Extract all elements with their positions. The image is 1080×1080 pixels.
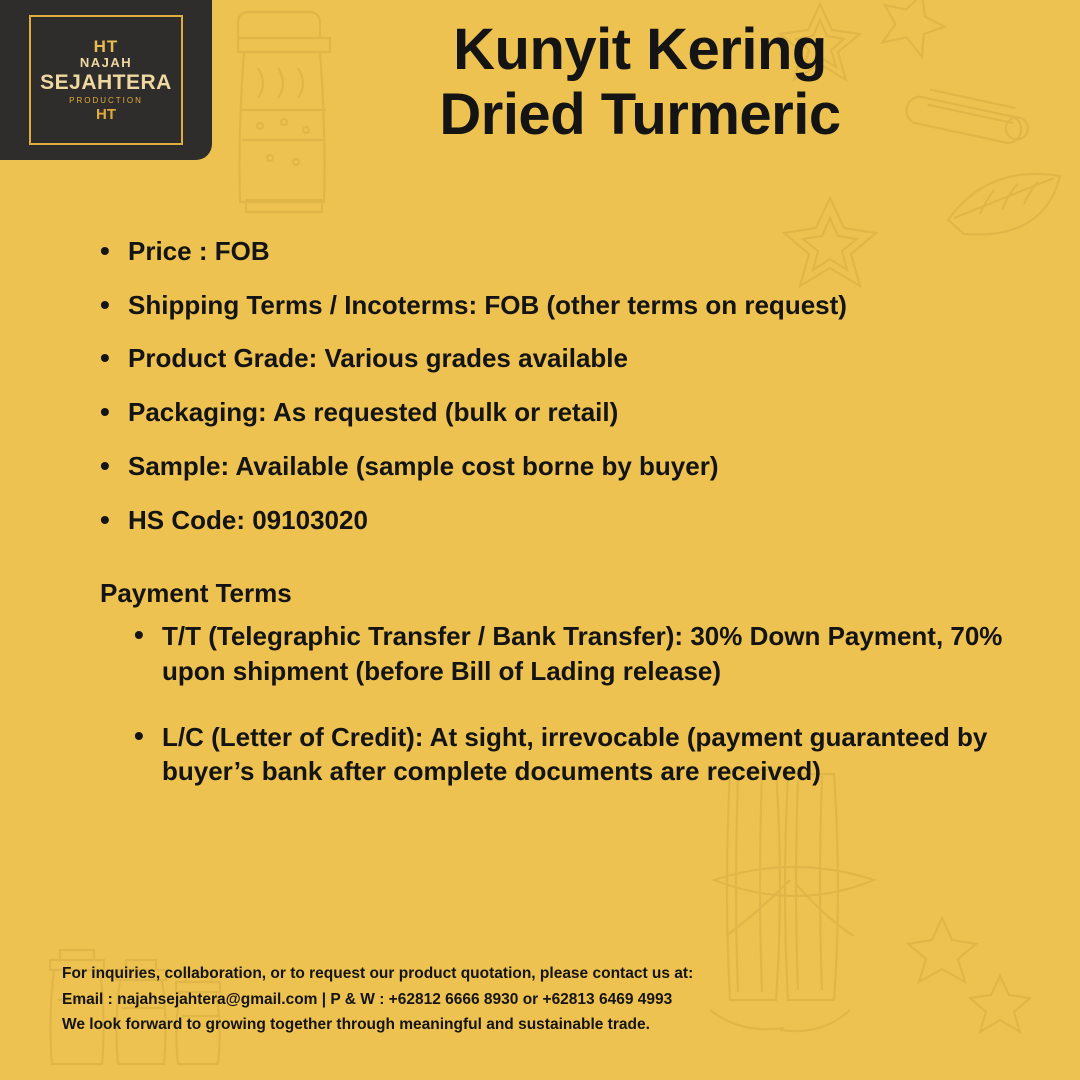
product-details bbox=[86, 236, 1046, 821]
logo-monogram-top-icon: HT bbox=[93, 37, 119, 57]
footer-contact-line: Email : najahsejahtera@gmail.com | P & W : +62812 6666 8930 or +62813 6469 4993 bbox=[62, 990, 673, 1008]
list-item: • L/C (Letter of Credit): At sight, irrevocable (payment guaranteed by buyer’s bank after complete documents are received) bbox=[134, 720, 1034, 789]
title-line-indonesian: Kunyit Kering bbox=[453, 17, 827, 82]
list-item: • Product Grade: Various grades available bbox=[86, 343, 1046, 375]
footer-inquiry-line: For inquiries, collaboration, or to request our product quotation, please contact us at: bbox=[62, 965, 694, 983]
payment-terms-heading: Payment Terms bbox=[100, 578, 292, 609]
list-item: • T/T (Telegraphic Transfer / Bank Transfer): 30% Down Payment, 70% upon shipment (before Bill of Lading release) bbox=[134, 619, 1034, 688]
list-item: • Sample: Available (sample cost borne by buyer) bbox=[86, 451, 1046, 483]
contact-footer bbox=[62, 961, 1042, 1038]
list-item: • HS Code: 09103020 bbox=[86, 505, 1046, 537]
company-logo bbox=[0, 0, 212, 160]
footer-closing-line: We look forward to growing together through meaningful and sustainable trade. bbox=[62, 1016, 650, 1034]
list-item: • Price : FOB bbox=[86, 236, 1046, 268]
list-item: • Shipping Terms / Incoterms: FOB (other terms on request) bbox=[86, 290, 1046, 322]
payment-terms-list bbox=[86, 619, 1034, 788]
list-item: • Packaging: As requested (bulk or retail) bbox=[86, 397, 1046, 429]
logo-monogram-bottom-icon: HT bbox=[96, 105, 116, 123]
title-line-english: Dried Turmeric bbox=[439, 81, 841, 147]
page-title bbox=[230, 18, 1050, 148]
logo-name-line1: NAJAH bbox=[79, 55, 133, 71]
logo-frame bbox=[29, 15, 183, 145]
logo-subtitle: PRODUCTION bbox=[69, 95, 143, 105]
spec-list bbox=[86, 236, 1046, 536]
logo-name-line2: SEJAHTERA bbox=[40, 70, 172, 94]
